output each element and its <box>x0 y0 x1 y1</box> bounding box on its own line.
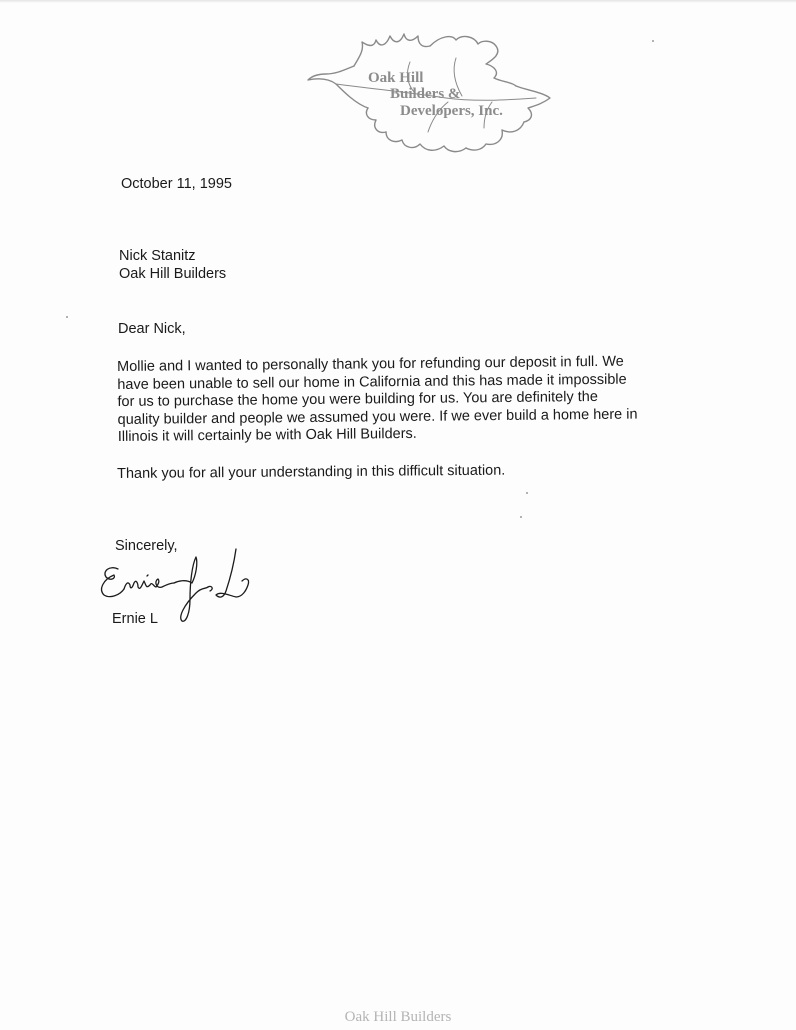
logo-line-1: Oak Hill <box>368 70 424 86</box>
company-logo <box>306 28 552 156</box>
scan-speck <box>520 516 522 518</box>
scan-edge <box>0 0 796 3</box>
logo-line-3: Developers, Inc. <box>400 103 503 119</box>
logo-line-2: Builders & <box>390 86 461 102</box>
signer-name: Ernie L <box>112 611 158 627</box>
body-paragraph <box>117 353 698 447</box>
recipient-name: Nick Stanitz <box>119 248 196 264</box>
scan-speck <box>652 40 654 42</box>
body-line: quality builder and people we assumed you were. If we ever build a home here in <box>117 406 638 428</box>
scan-speck <box>66 316 68 318</box>
footer-watermark: Oak Hill Builders <box>344 1009 452 1025</box>
valediction: Sincerely, <box>115 538 178 554</box>
body-line: Mollie and I wanted to personally thank you for refunding our deposit in full. We <box>117 353 624 375</box>
recipient-company: Oak Hill Builders <box>119 266 227 282</box>
body-line: have been unable to sell our home in California and this has made it impossible <box>117 371 627 393</box>
body-line: for us to purchase the home you were building for us. You are definitely the <box>117 388 598 410</box>
body-line: Illinois it will certainly be with Oak Hill Builders. <box>117 425 417 445</box>
letter-date: October 11, 1995 <box>121 176 232 192</box>
closing-paragraph: Thank you for all your understanding in this difficult situation. <box>117 462 506 482</box>
salutation: Dear Nick, <box>118 321 186 337</box>
scan-speck <box>526 492 528 494</box>
